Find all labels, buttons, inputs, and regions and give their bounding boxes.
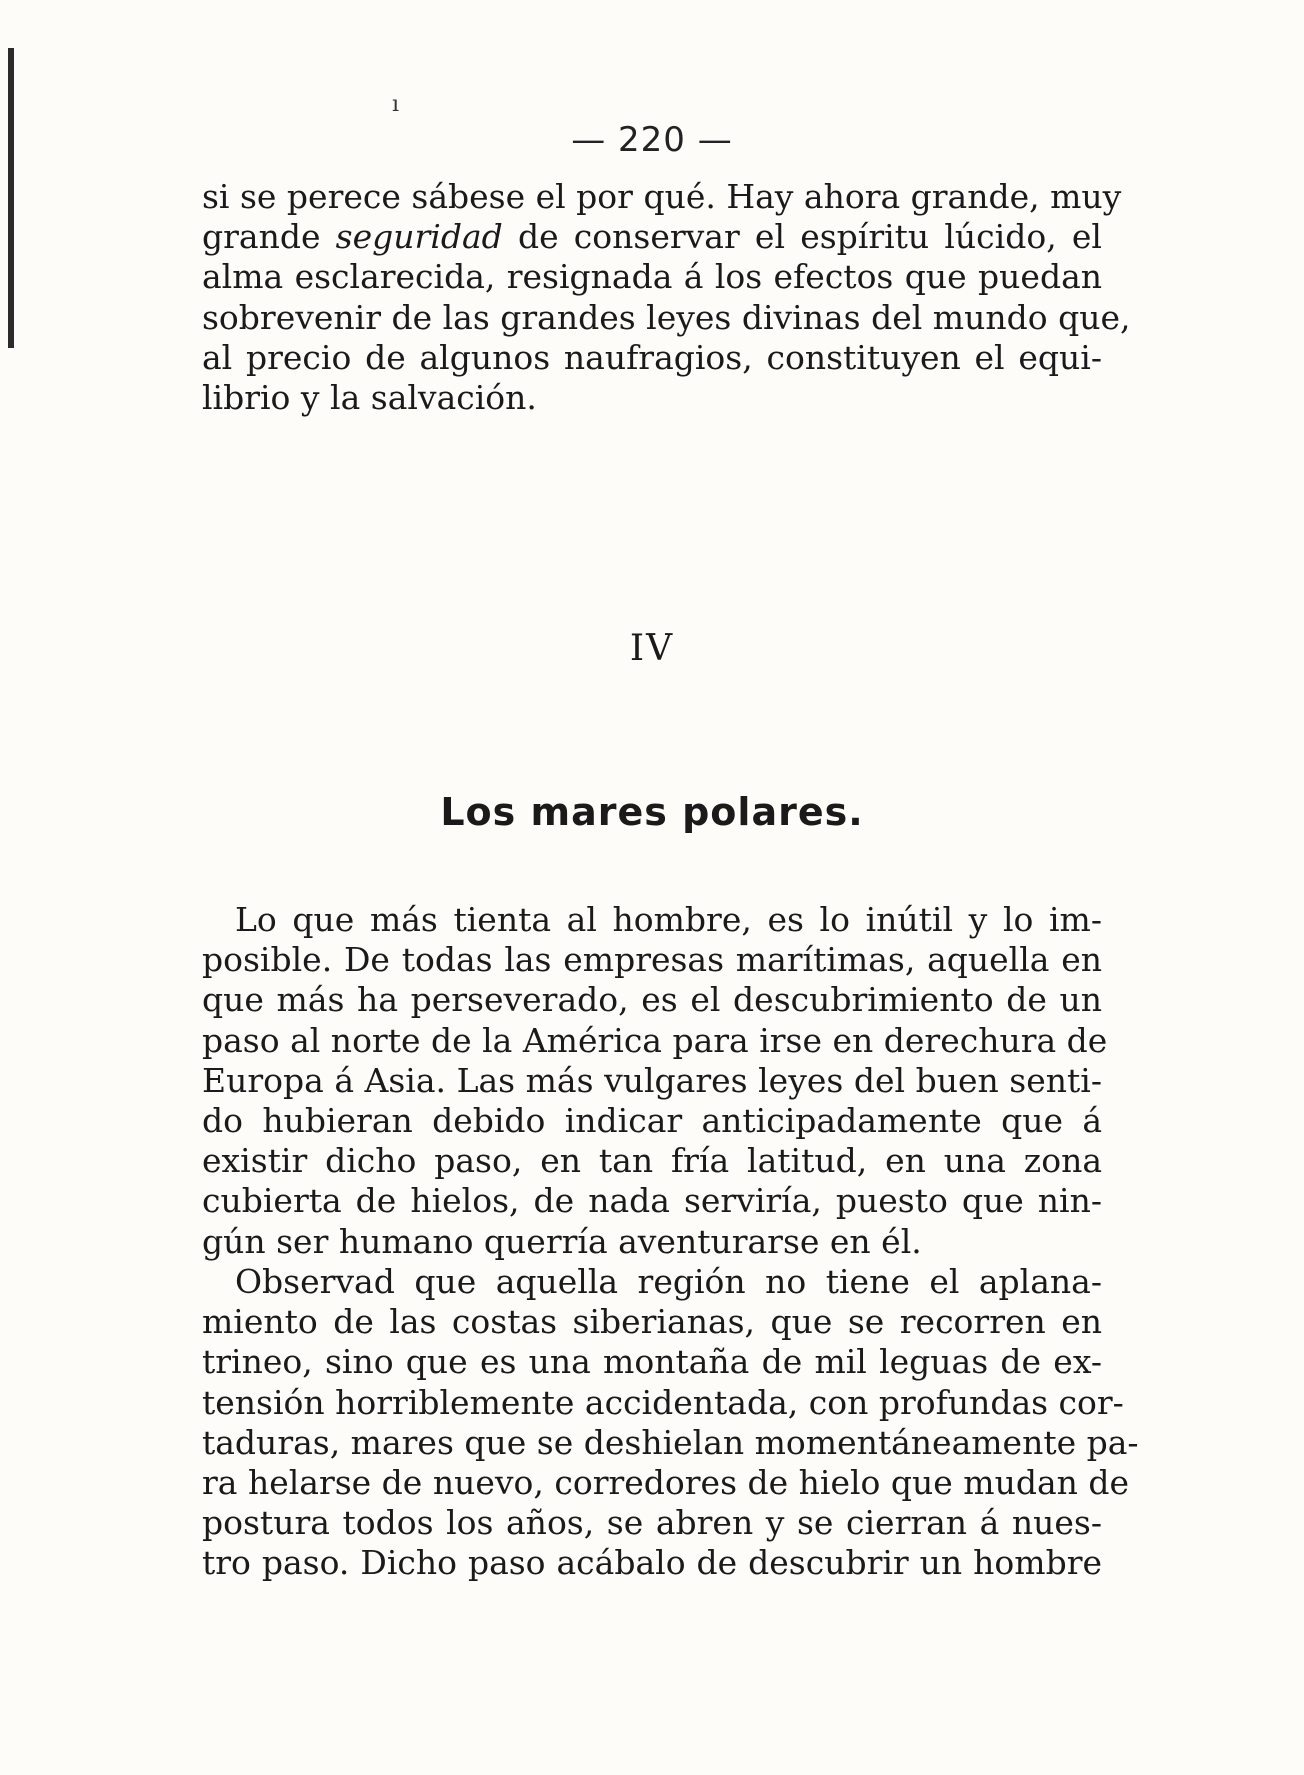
section-number: IV bbox=[629, 628, 675, 669]
text-line: trineo, sino que es una montaña de mil leguas de ex- bbox=[202, 1342, 1102, 1382]
emphasis-word: seguridad bbox=[335, 217, 503, 257]
page-edge-shadow bbox=[8, 48, 14, 348]
text-line: gún ser humano querría aventurarse en él. bbox=[202, 1221, 922, 1261]
text-line: librio y la salvación. bbox=[202, 378, 537, 418]
text-line: tro paso. Dicho paso acábalo de descubrir un hombre bbox=[202, 1543, 1102, 1583]
text-line: que más ha perseverado, es el descubrimiento de un bbox=[202, 980, 1102, 1020]
text-fragment: de conservar el espíritu lúcido, el bbox=[517, 217, 1102, 257]
text-fragment: grande bbox=[202, 217, 321, 257]
text-line: al precio de algunos naufragios, constituyen el equi- bbox=[202, 337, 1102, 377]
paragraph-2 bbox=[202, 1262, 1139, 1584]
text-line: taduras, mares que se deshielan momentáneamente pa- bbox=[202, 1422, 1139, 1462]
text-line: alma esclarecida, resignada á los efectos que puedan bbox=[202, 257, 1102, 297]
section-title: Los mares polares. bbox=[440, 790, 864, 834]
page-number: — 220 — bbox=[571, 120, 733, 160]
paragraph-1 bbox=[202, 900, 1108, 1262]
text-line: postura todos los años, se abren y se cierran á nues- bbox=[202, 1503, 1102, 1543]
text-line: ra helarse de nuevo, corredores de hielo que mudan de bbox=[202, 1463, 1130, 1503]
text-line: Europa á Asia. Las más vulgares leyes del buen senti- bbox=[202, 1060, 1102, 1100]
text-line: sobrevenir de las grandes leyes divinas del mundo que, bbox=[202, 297, 1131, 337]
continuation-paragraph bbox=[202, 177, 1131, 418]
text-line: cubierta de hielos, de nada serviría, puesto que nin- bbox=[202, 1181, 1102, 1221]
text-line: existir dicho paso, en tan fría latitud, en una zona bbox=[202, 1141, 1102, 1181]
text-line: Observad que aquella región no tiene el aplana- bbox=[235, 1262, 1102, 1301]
text-line: tensión horriblemente accidentada, con profundas cor- bbox=[202, 1382, 1124, 1422]
text-line: posible. De todas las empresas marítimas, aquella en bbox=[202, 940, 1102, 980]
text-line bbox=[202, 217, 1102, 257]
text-line: miento de las costas siberianas, que se recorren en bbox=[202, 1302, 1102, 1342]
text-line: do hubieran debido indicar anticipadamente que á bbox=[202, 1101, 1102, 1141]
print-speck: ı bbox=[392, 92, 400, 117]
text-line: si se perece sábese el por qué. Hay ahora grande, muy bbox=[202, 177, 1122, 216]
text-line: paso al norte de la América para irse en derechura de bbox=[202, 1020, 1108, 1060]
text-line: Lo que más tienta al hombre, es lo inútil y lo im- bbox=[235, 900, 1102, 939]
